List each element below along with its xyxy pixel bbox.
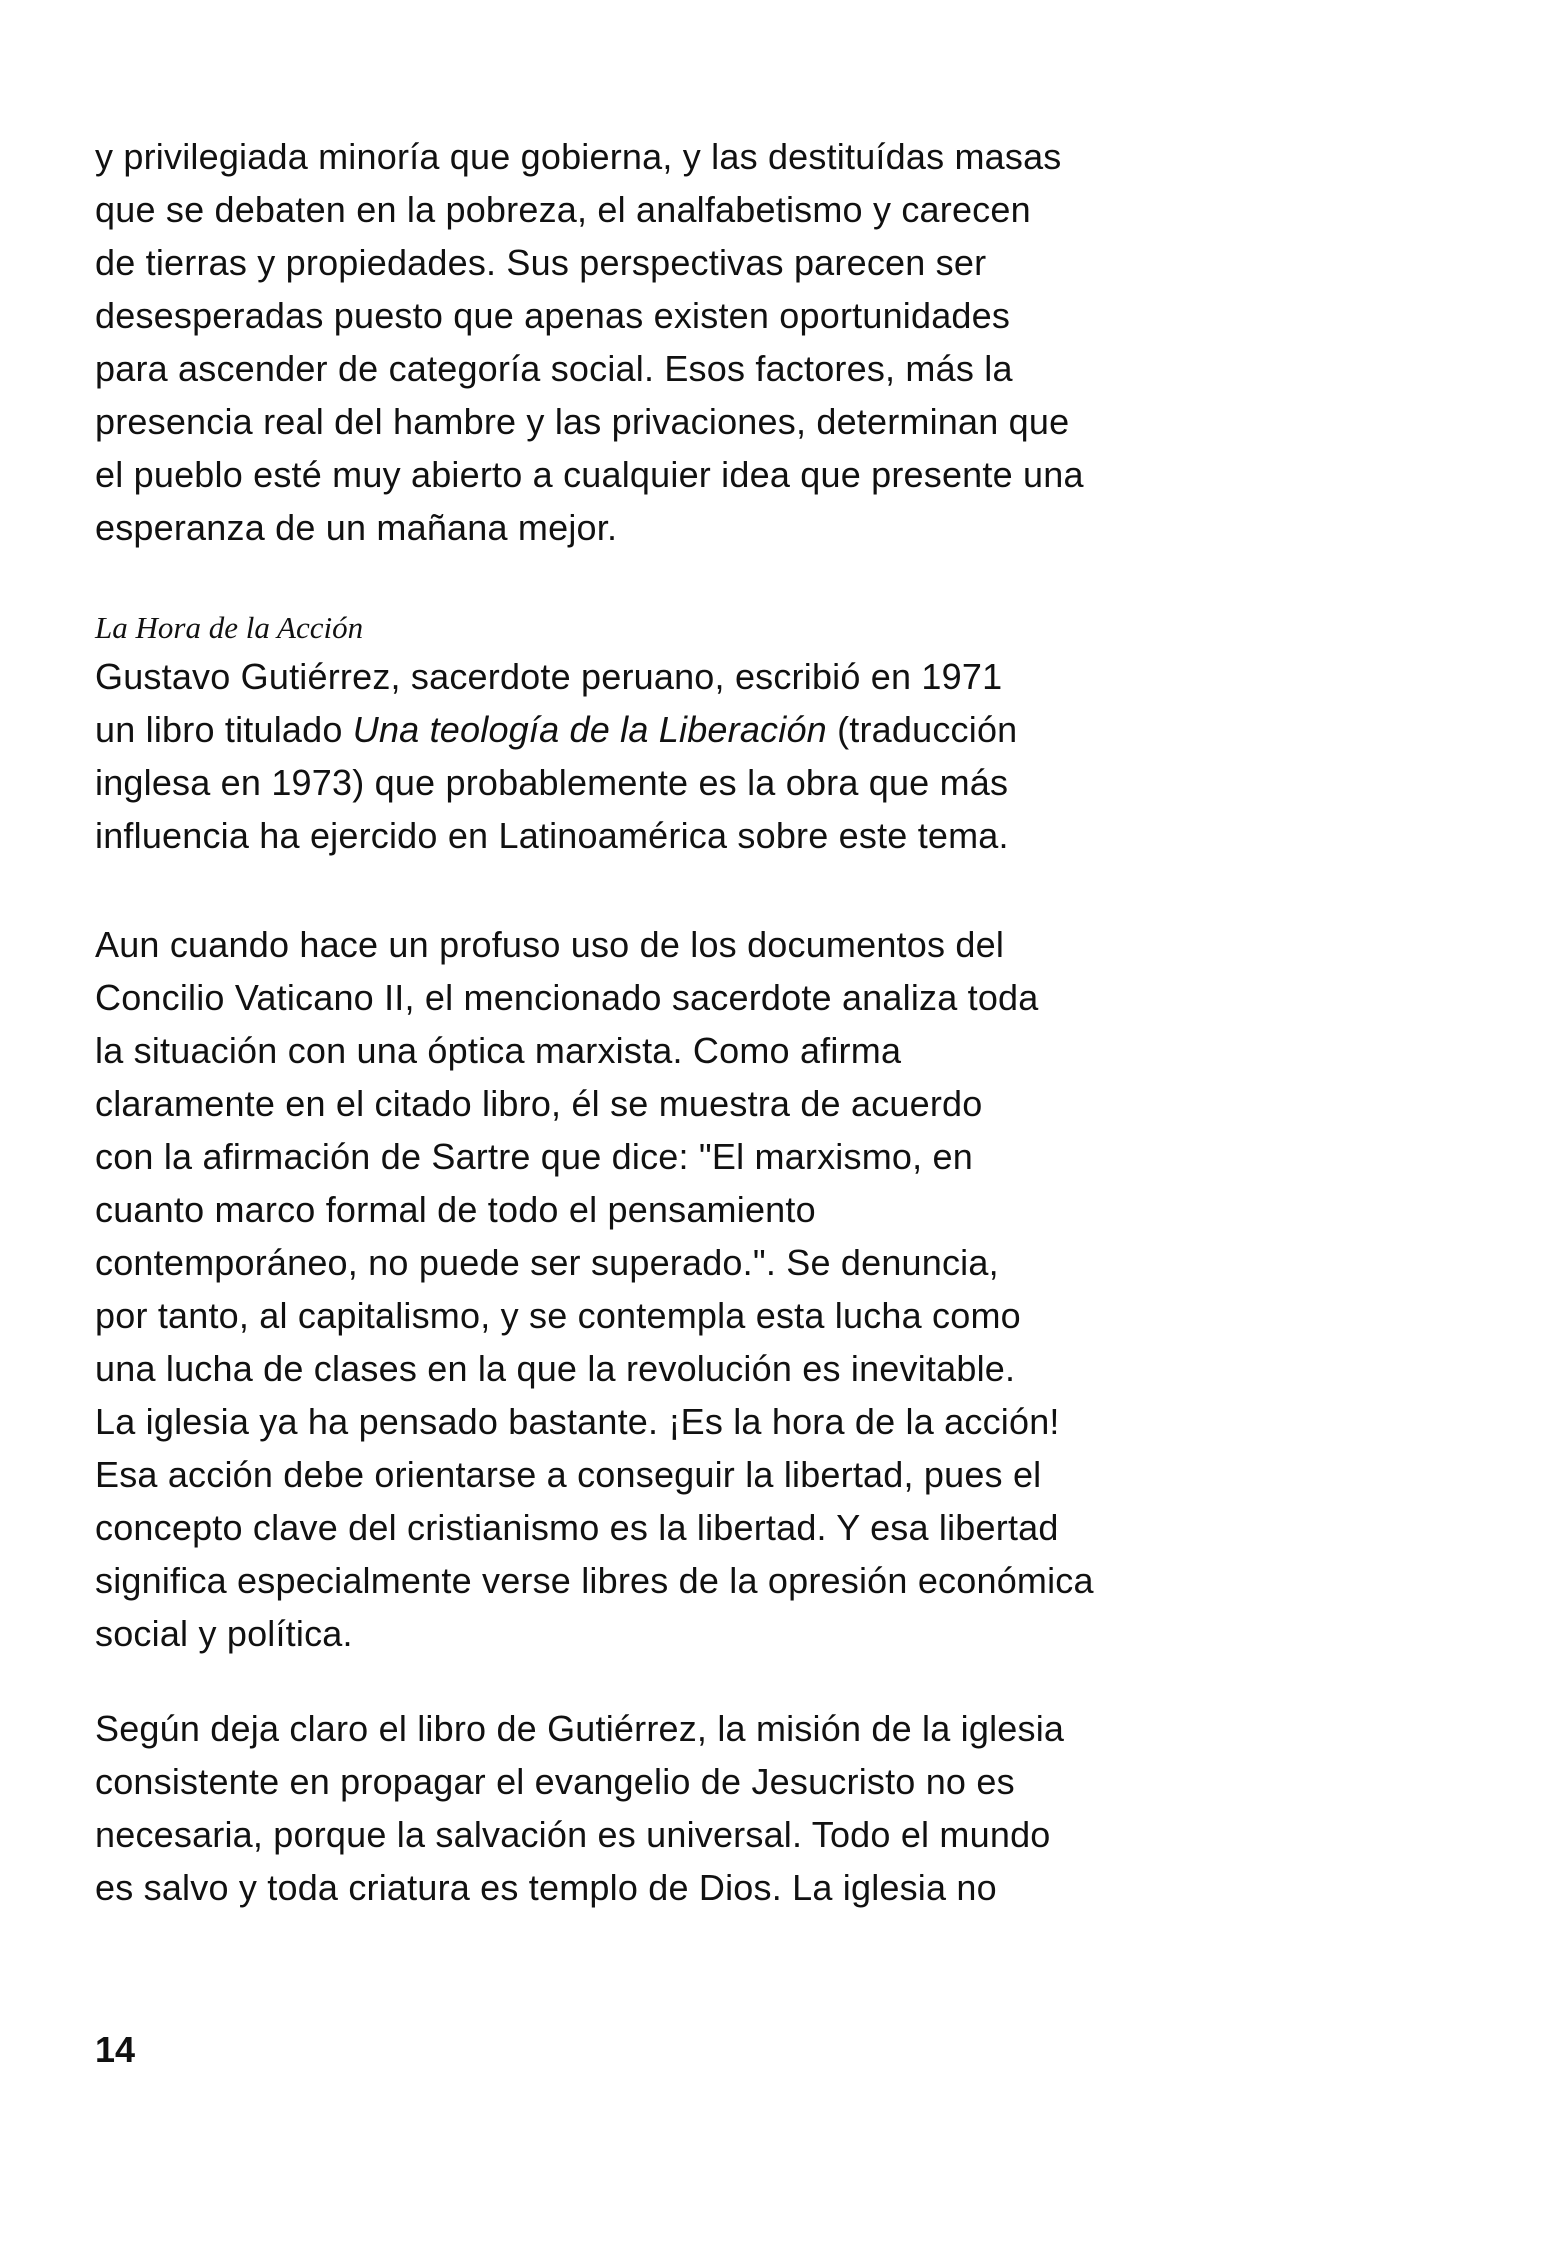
text-line: por tanto, al capitalismo, y se contempla esta lucha como	[95, 1295, 1021, 1336]
book-title: Una teología de la Liberación	[352, 709, 827, 750]
text-line: cuanto marco formal de todo el pensamiento	[95, 1189, 816, 1230]
section-heading: La Hora de la Acción	[95, 610, 364, 645]
second-paragraph	[95, 918, 1215, 1660]
text-line: de tierras y propiedades. Sus perspectivas parecen ser	[95, 242, 987, 283]
text-line: claramente en el citado libro, él se muestra de acuerdo	[95, 1083, 983, 1124]
text-line: Concilio Vaticano II, el mencionado sacerdote analiza toda	[95, 977, 1039, 1018]
text-line: necesaria, porque la salvación es universal. Todo el mundo	[95, 1814, 1051, 1855]
text-line: con la afirmación de Sartre que dice: "El marxismo, en	[95, 1136, 973, 1177]
text-segment: (traducción	[826, 709, 1018, 750]
text-line	[95, 703, 1215, 756]
text-segment: un libro titulado	[95, 709, 353, 750]
text-line: desesperadas puesto que apenas existen oportunidades	[95, 295, 1011, 336]
text-line: para ascender de categoría social. Esos factores, más la	[95, 348, 1013, 389]
text-line: esperanza de un mañana mejor.	[95, 507, 618, 548]
text-line: y privilegiada minoría que gobierna, y las destituídas masas	[95, 136, 1062, 177]
text-line: concepto clave del cristianismo es la libertad. Y esa libertad	[95, 1507, 1059, 1548]
page-number: 14	[95, 2029, 136, 2070]
text-line: una lucha de clases en la que la revolución es inevitable.	[95, 1348, 1016, 1389]
intro-paragraph	[95, 130, 1215, 554]
text-line: inglesa en 1973) que probablemente es la obra que más	[95, 762, 1009, 803]
text-line: Esa acción debe orientarse a conseguir la libertad, pues el	[95, 1454, 1042, 1495]
text-line: social y política.	[95, 1613, 353, 1654]
text-line: Aun cuando hace un profuso uso de los documentos del	[95, 924, 1005, 965]
text-line: contemporáneo, no puede ser superado.". Se denuncia,	[95, 1242, 999, 1283]
text-line: Según deja claro el libro de Gutiérrez, la misión de la iglesia	[95, 1708, 1065, 1749]
text-line: significa especialmente verse libres de la opresión económica	[95, 1560, 1094, 1601]
text-line: La iglesia ya ha pensado bastante. ¡Es la hora de la acción!	[95, 1401, 1060, 1442]
text-line: la situación con una óptica marxista. Como afirma	[95, 1030, 902, 1071]
text-line: influencia ha ejercido en Latinoamérica sobre este tema.	[95, 815, 1009, 856]
text-line: presencia real del hambre y las privaciones, determinan que	[95, 401, 1070, 442]
text-line: el pueblo esté muy abierto a cualquier idea que presente una	[95, 454, 1084, 495]
text-line: Gustavo Gutiérrez, sacerdote peruano, escribió en 1971	[95, 656, 1003, 697]
section-paragraph	[95, 650, 1215, 862]
text-line: consistente en propagar el evangelio de Jesucristo no es	[95, 1761, 1015, 1802]
third-paragraph	[95, 1702, 1215, 1914]
text-line: es salvo y toda criatura es templo de Dios. La iglesia no	[95, 1867, 997, 1908]
text-line: que se debaten en la pobreza, el analfabetismo y carecen	[95, 189, 1031, 230]
